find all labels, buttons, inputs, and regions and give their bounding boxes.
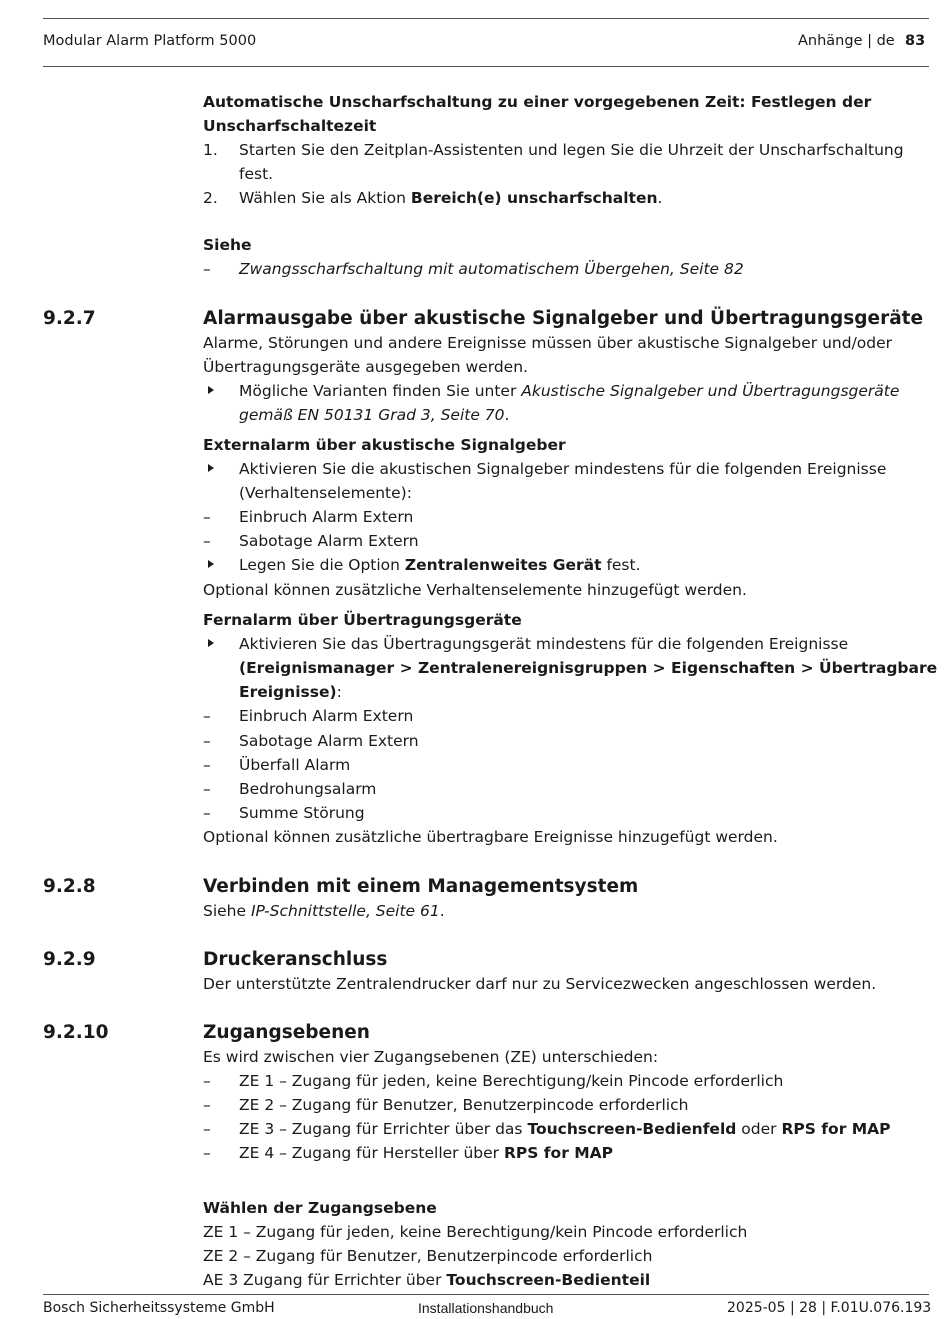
instruction-text-part: Mögliche Varianten finden Sie unter <box>239 382 522 400</box>
paragraph <box>203 1268 650 1292</box>
list-item: Summe Störung <box>239 804 365 822</box>
ui-term: Touchscreen-Bedienfeld <box>527 1120 737 1138</box>
list-item: Bedrohungsalarm <box>239 780 377 798</box>
section-title: Zugangsebenen <box>203 1022 370 1043</box>
dash-bullet: – <box>203 1096 211 1114</box>
subheading-auto-disarm-cont: Unscharfschaltezeit <box>203 117 377 135</box>
header-section: Anhänge | de <box>798 33 895 49</box>
instruction-text: Aktivieren Sie das Übertragungsgerät mindestens für die folgenden Ereignisse <box>239 635 849 653</box>
cross-reference-link[interactable]: IP-Schnittstelle, Seite 61 <box>250 902 440 920</box>
step-text-part: Wählen Sie als Aktion <box>239 189 411 207</box>
dash-bullet: – <box>203 1144 211 1162</box>
paragraph-part: AE 3 Zugang für Errichter über <box>203 1271 447 1289</box>
subheading-choose-access-level: Wählen der Zugangsebene <box>203 1199 437 1217</box>
dash-bullet: – <box>203 756 211 774</box>
ui-term: Touchscreen-Bedienteil <box>446 1271 651 1289</box>
subheading-remote-alarm: Fernalarm über Übertragungsgeräte <box>203 611 522 629</box>
see-label: Siehe <box>203 236 252 254</box>
instruction-text-part: fest. <box>601 556 641 574</box>
dash-bullet: – <box>203 804 211 822</box>
paragraph-part: . <box>439 902 445 920</box>
step-text <box>239 186 662 210</box>
footer-document: Installationshandbuch <box>418 1300 554 1316</box>
list-item-part: oder <box>736 1120 782 1138</box>
menu-path-part: Ereignisse) <box>239 683 337 701</box>
list-item: Einbruch Alarm Extern <box>239 508 414 526</box>
ui-term: RPS for MAP <box>781 1120 891 1138</box>
list-item-part: ZE 4 – Zugang für Hersteller über <box>239 1144 504 1162</box>
ui-term: Bereich(e) unscharfschalten <box>410 189 658 207</box>
footer-company: Bosch Sicherheitssysteme GmbH <box>43 1300 275 1316</box>
cross-reference-link[interactable]: Akustische Signalgeber und Übertragungsgeräte <box>521 382 900 400</box>
header-bottom-rule <box>43 66 929 67</box>
dash-bullet: – <box>203 1120 211 1138</box>
menu-path <box>239 680 342 704</box>
instruction-arrow-icon <box>208 386 214 394</box>
list-item-part: ZE 3 – Zugang für Errichter über das <box>239 1120 528 1138</box>
dash-bullet: – <box>203 260 211 278</box>
step-text: Starten Sie den Zeitplan-Assistenten und legen Sie die Uhrzeit der Unscharfschaltung <box>239 141 904 159</box>
dash-bullet: – <box>203 532 211 550</box>
list-item: Überfall Alarm <box>239 756 351 774</box>
step-text-part: . <box>657 189 663 207</box>
instruction-text-part: Legen Sie die Option <box>239 556 405 574</box>
section-number: 9.2.7 <box>43 308 96 329</box>
instruction-arrow-icon <box>208 639 214 647</box>
paragraph: Der unterstützte Zentralendrucker darf nur zu Servicezwecken angeschlossen werden. <box>203 975 877 993</box>
paragraph-part: Siehe <box>203 902 251 920</box>
section-number: 9.2.10 <box>43 1022 109 1043</box>
step-number: 2. <box>203 189 218 207</box>
paragraph: Übertragungsgeräte ausgegeben werden. <box>203 358 528 376</box>
instruction-arrow-icon <box>208 560 214 568</box>
dash-bullet: – <box>203 707 211 725</box>
dash-bullet: – <box>203 732 211 750</box>
section-number: 9.2.9 <box>43 949 96 970</box>
footer-rule <box>43 1294 929 1295</box>
paragraph: Optional können zusätzliche übertragbare Ereignisse hinzugefügt werden. <box>203 828 778 846</box>
list-item: ZE 1 – Zugang für jeden, keine Berechtigung/kein Pincode erforderlich <box>239 1072 784 1090</box>
subheading-external-alarm: Externalarm über akustische Signalgeber <box>203 436 566 454</box>
section-number: 9.2.8 <box>43 876 96 897</box>
instruction-text <box>239 403 509 427</box>
instruction-arrow-icon <box>208 464 214 472</box>
section-title: Verbinden mit einem Managementsystem <box>203 876 639 897</box>
section-title: Druckeranschluss <box>203 949 388 970</box>
paragraph: Es wird zwischen vier Zugangsebenen (ZE) unterschieden: <box>203 1048 659 1066</box>
list-item: ZE 2 – Zugang für Benutzer, Benutzerpincode erforderlich <box>239 1096 689 1114</box>
menu-path: (Ereignismanager > Zentralenereignisgruppen > Eigenschaften > Übertragbare <box>239 659 938 677</box>
footer-reference: 2025-05 | 28 | F.01U.076.193 <box>727 1300 932 1316</box>
header-top-rule <box>43 18 929 19</box>
section-title: Alarmausgabe über akustische Signalgeber und Übertragungsgeräte <box>203 308 924 329</box>
ui-term: RPS for MAP <box>503 1144 614 1162</box>
paragraph: Optional können zusätzliche Verhaltenselemente hinzugefügt werden. <box>203 581 747 599</box>
instruction-text-part: . <box>504 406 510 424</box>
list-item: Sabotage Alarm Extern <box>239 732 419 750</box>
list-item: Einbruch Alarm Extern <box>239 707 414 725</box>
dash-bullet: – <box>203 780 211 798</box>
cross-reference-link[interactable]: gemäß EN 50131 Grad 3, Seite 70 <box>239 406 505 424</box>
list-item <box>239 1117 891 1141</box>
dash-bullet: – <box>203 1072 211 1090</box>
paragraph: ZE 1 – Zugang für jeden, keine Berechtigung/kein Pincode erforderlich <box>203 1223 748 1241</box>
list-item: Sabotage Alarm Extern <box>239 532 419 550</box>
subheading-auto-disarm: Automatische Unscharfschaltung zu einer vorgegebenen Zeit: Festlegen der <box>203 93 872 111</box>
step-number: 1. <box>203 141 218 159</box>
cross-reference-link[interactable] <box>239 257 744 281</box>
instruction-text <box>239 379 899 403</box>
instruction-text: (Verhaltenselemente): <box>239 484 412 502</box>
cross-reference-text[interactable]: Zwangsscharfschaltung mit automatischem Übergehen, Seite 82 <box>239 260 744 278</box>
header-page-number: 83 <box>905 33 926 49</box>
paragraph: Alarme, Störungen und andere Ereignisse müssen über akustische Signalgeber und/oder <box>203 334 893 352</box>
instruction-text: Aktivieren Sie die akustischen Signalgeber mindestens für die folgenden Ereignisse <box>239 460 887 478</box>
instruction-text <box>239 553 641 577</box>
list-item <box>239 1141 613 1165</box>
ui-term: Zentralenweites Gerät <box>404 556 602 574</box>
header-title: Modular Alarm Platform 5000 <box>43 33 257 49</box>
paragraph: ZE 2 – Zugang für Benutzer, Benutzerpincode erforderlich <box>203 1247 653 1265</box>
menu-path-part: : <box>336 683 342 701</box>
paragraph <box>203 899 445 923</box>
dash-bullet: – <box>203 508 211 526</box>
step-text: fest. <box>239 165 274 183</box>
